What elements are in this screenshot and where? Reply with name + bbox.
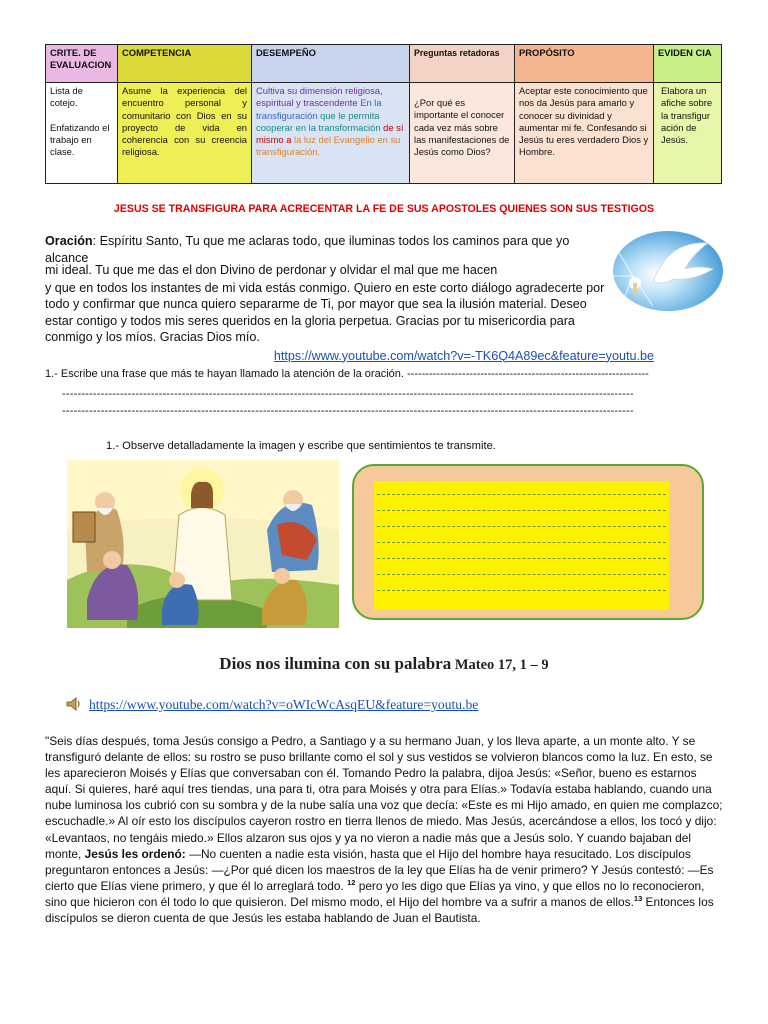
- gospel-part-2: —No cuenten a nadie esta visión, hasta que el Hijo del hombre haya resucitado. Los discípulos preguntaron entonces a Jesús: —¿Por qué dicen los maestros de la ley que Elías ha de venir primero? Y Jesús contestó: —Es cierto que Elías viene primero, y que él lo arreglará todo.: [45, 846, 714, 893]
- prayer-video-link[interactable]: https://www.youtube.com/watch?v=-TK6Q4A89ec&feature=youtu.be: [273, 348, 654, 363]
- desempeno-part-4: de sí mismo a: [256, 121, 404, 146]
- cell-criterio: [46, 83, 118, 184]
- header-criterio: CRITE. DE EVALUACION: [46, 45, 118, 83]
- gospel-video-link[interactable]: https://www.youtube.com/watch?v=oWIcWcAsqEU&feature=youtu.be: [89, 697, 479, 712]
- speaker-icon: [66, 697, 82, 711]
- question-1: 1.- Escribe una frase que más te hayan llamado la atención de la oración. ------------------------------------------------------------------: [45, 368, 649, 380]
- pregunta-text: ¿Por qué es importante el conocer cada vez más sobre las manifestaciones de Jesús como Dios?: [414, 97, 510, 158]
- cell-proposito: Aceptar este conocimiento que nos da Jesús para amarlo y conocer su divinidad y aumentar mi fe. Confesando si Jesús tu eres verdadero Dios y Hombre.: [515, 83, 654, 184]
- question-2: 1.- Observe detalladamente la imagen y escribe que sentimientos te transmite.: [106, 440, 496, 452]
- criterio-line-2: Enfatizando el trabajo en clase.: [50, 121, 110, 158]
- prayer-label: Oración: [45, 234, 93, 248]
- prayer-line-2: mi ideal. Tu que me das el don Divino de perdonar y olvidar el mal que me hacen: [45, 263, 498, 277]
- desempeno-part-1: Cultiva su dimensión religiosa, espiritual y trascendente: [256, 85, 383, 109]
- header-preguntas: Preguntas retadoras: [410, 45, 515, 83]
- answer-line-1: ----------------------------------------------------------------------------------------------------------------------------------------------------: [62, 388, 634, 400]
- desempeno-part-2: En la transfiguración: [256, 97, 382, 121]
- header-proposito: PROPÓSITO: [515, 45, 654, 83]
- heading-reference: Mateo 17, 1 – 9: [451, 657, 549, 673]
- header-desempeno: DESEMPEÑO: [252, 45, 410, 83]
- transfiguration-illustration: [67, 460, 339, 628]
- writing-line: [377, 542, 666, 543]
- heading-main: Dios nos ilumina con su palabra: [219, 654, 452, 673]
- evaluation-table: [45, 44, 722, 184]
- verse-13: 13: [633, 893, 643, 903]
- gospel-part-3: pero yo les digo que Elías ya vino, y que ellos no lo reconocieron, sino que hicieron con él todo lo que quisieron. Del mismo modo, el Hijo del hombre va a sufrir a manos de ellos.: [45, 878, 705, 909]
- writing-line: [377, 558, 666, 559]
- cell-evidencia: Elabora un afiche sobre la transfigur ación de Jesús.: [654, 83, 722, 184]
- writing-line: [377, 574, 666, 575]
- cell-competencia: Asume la experiencia del encuentro personal y comunitario con Dios en su proyecto de vida en coherencia con su creencia religiosa.: [118, 83, 252, 184]
- prayer-paragraph: [45, 233, 654, 364]
- writing-line: [377, 526, 666, 527]
- desempeno-part-3: que le permita cooperar en la transformación: [256, 109, 381, 133]
- writing-line: [377, 494, 666, 495]
- answer-lines[interactable]: [374, 481, 669, 610]
- gospel-part-4: Entonces los discípulos se dieron cuenta de que Jesús les estaba hablando de Juan el Bautista.: [45, 894, 714, 926]
- section-heading: [0, 654, 768, 674]
- criterio-line-1: Lista de cotejo.: [50, 85, 83, 109]
- header-evidencia: EVIDEN CIA: [654, 45, 722, 83]
- cell-desempeno: [252, 83, 410, 184]
- prayer-rest: y que en todos los instantes de mi vida estás conmigo. Quiero en este corto diálogo agradecerte por todo y confirmar que nunca quiero separarme de Ti, por mayor que sea la ilusión material. Deseo estar contigo y todos mis seres queridos en la gloria perpetua. Gracias por tu misericordia para conmigo y los míos. Gracias Dios mío.: [45, 280, 605, 344]
- dove-image: [613, 231, 723, 311]
- verse-12: 12: [347, 877, 356, 887]
- prayer-line-1: : Espíritu Santo, Tu que me aclaras todo, que iluminas todos los caminos para que yo alcance: [45, 234, 570, 265]
- gospel-part-1: "Seis días después, toma Jesús consigo a Pedro, a Santiago y a su hermano Juan, y los lleva aparte, a un monte alto. Y se transfiguró delante de ellos: su rostro se puso brillante como el sol y sus vestidos se volvieron blancos como la luz. En esto, se les aparecieron Moisés y Elías que conversaban con él. Tomando Pedro la palabra, dijoa Jesús: «Señor, bueno es estarnos aquí. Si quieres, haré aquí tres tiendas, una para ti, otra para Moisés y otra para Elías.» Todavía estaba hablando, cuando una nube luminosa los cubrió con su sombra y de la nube salía una voz que decía: «Este es mi Hijo amado, en quien me complazco; escuchadle.» Al oír esto los discípulos cayeron rostro en tierra llenos de miedo. Mas Jesús, acercándose a ellos, los tocó y dijo: «Levantaos, no tengáis miedo.» Ellos alzaron sus ojos y ya no vieron a nadie más que a Jesús solo. Y cuando bajaban del monte,: [45, 734, 723, 861]
- cell-pregunta: [410, 83, 515, 184]
- desempeno-part-5: la luz del Evangelio en su transfiguración.: [256, 134, 401, 158]
- gospel-text: [45, 733, 723, 926]
- answer-line-2: ----------------------------------------------------------------------------------------------------------------------------------------------------: [62, 405, 634, 417]
- gospel-bold: Jesús les ordenó:: [84, 846, 186, 861]
- header-competencia: COMPETENCIA: [118, 45, 252, 83]
- writing-line: [377, 510, 666, 511]
- writing-line: [377, 590, 666, 591]
- lesson-title: JESUS SE TRANSFIGURA PARA ACRECENTAR LA FE DE SUS APOSTOLES QUIENES SON SUS TESTIGOS: [113, 203, 655, 215]
